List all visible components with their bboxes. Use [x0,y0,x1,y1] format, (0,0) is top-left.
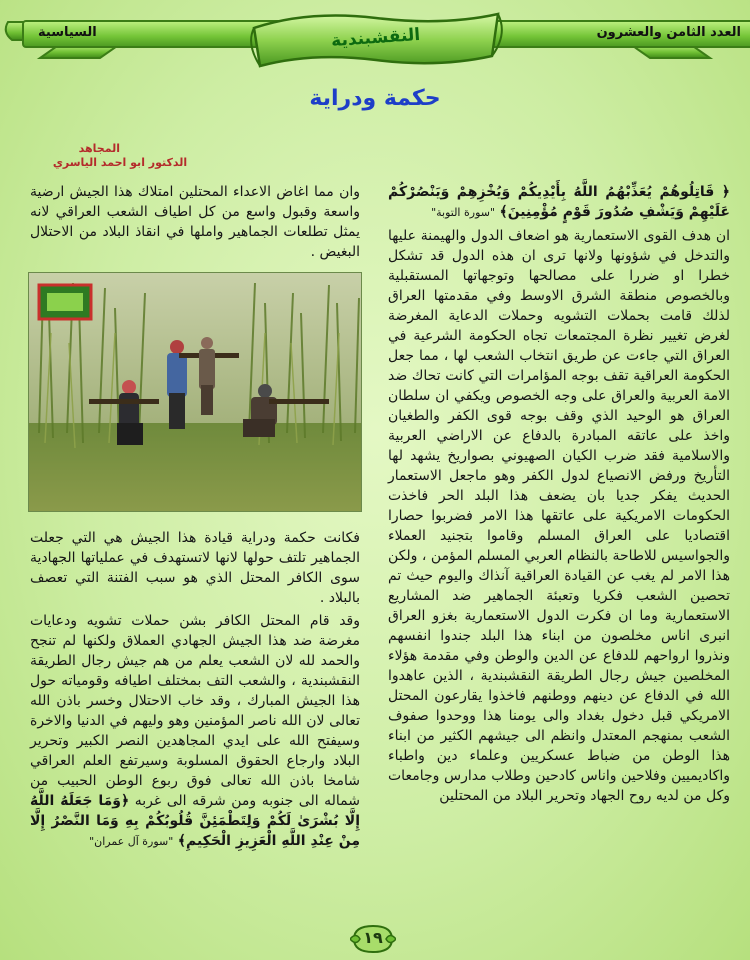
verse-reference: "سورة التوبة" [431,206,496,219]
body-paragraph: وان مما اغاض الاعداء المحتلين امتلاك هذا الجيش ارضية واسعة وقبول واسع من كل اطياف الشعب العراقي لانه يمثل تطلعات الجماهير واملها في انقاذ البلاد من الاحتلال البغيض . [30,184,360,260]
body-paragraph: ان هدف القوى الاستعمارية هو اضعاف الدول والهيمنة عليها والتدخل في شؤونها ولانها ترى ان هذه الدول قد تشكل خطرا او ضررا على مصالحها وتوجهاتها المستقبلية وبالخصوص منطقة الشرق الاوسط وفي مقدمتها العراق لذلك قامت بحملات التشويه وحملات الدعاية المغرضة لغرض تغيير نظرة المجتمعات تجاه الحكومة الشرعية في العراق التي جاءت عن طريق انتخاب الشعب لها ، مما جعل الحكومة العراقية تقف بوجه المؤامرات التي كانت تحاك ضد الامة العربية والعراق على وجه الخصوص ويكفي ان سلطان العراق هو الوحيد الذي وقف بوجه قوى الكفر والطغيان واخذ على عاتقه المبادرة بالدفاع عن الاراضي العربية والاسلامية فقد ضرب الكيان الصهيوني بصواريخ يشهد لها التأريخ ورفض الانصياع لدول الكفر وهو ماجعل الاستعمار الحديث يفكر جديا بان يضعف هذا البلد الحر فاخذت الحكومات الامريكية على عاتقها هذا الامر فضربوا حصارا اقتصاديا على العراق المسلم وقاموا بتجنيد العملاء والجواسيس للاطاحة بالنظام العربي المسلم المؤمن ، ولكن هذا الامر لم يغب عن القيادة العراقية آنذاك واليوم حيث تم تحصين الشعب فكريا وتعبئة الجماهير ضد المشاريع الاستعمارية وما ان فكرت الدول الاستعمارية بغزو العراق انبرى اناس مخلصون من ابناء هذا البلد جندوا انفسهم ونذروا ارواحهم للدفاع عن الدين والوطن وفي مقدمة هؤلاء المخلصين جيش رجال الطريقة النقشبندية ، الذين عاهدوا الله في الدفاع عن دينهم ووطنهم فاخذوا يقارعون المحتل الامريكي قبل دخول بغداد والى يومنا هذا ووحدوا صفوف الشعب بمنهجم المعتدل وانظم الى جيشهم الكثير من ابناء هذا الوطن من ضباط عسكريين وعلماء دين واطباء واكاديميين وفلاحين واناس كادحين وطلاب مدارس وجامعات وكل من لديه روح الجهاد وتحرير البلاد من المحتلين [388,228,730,804]
page-number: ١٩ [363,928,383,947]
author-honorific: المجاهد [78,142,120,155]
quran-verse: ﴿ قَاتِلُوهُمْ يُعَذِّبْهُمُ اللَّهُ بِأَيْدِيكُمْ وَيُخْزِهِمْ وَيَنْصُرْكُمْ عَلَيْهِمْ وَيَشْفِ صُدُورَ قَوْمٍ مُؤْمِنِينَ﴾ [388,184,730,220]
author-name: الدكتور ابو احمد الياسري [52,156,188,169]
header-banner [0,0,750,80]
opening-verse [388,182,730,223]
article-left-intro [30,182,360,272]
quran-verse: ﴿وَمَا جَعَلَهُ اللَّهُ إِلَّا بُشْرَىٰ لَكُمْ وَلِتَطْمَئِنَّ قُلُوبُكُمْ بِهِ وَمَا النَّصْرُ إِلَّا مِنْ عِنْدِ اللَّهِ الْعَزِيزِ الْحَكِيمِ﴾ [30,793,360,849]
body-text: وقد قام المحتل الكافر بشن حملات تشويه ودعايات مغرضة ضد هذا الجيش الجهادي العملاق ولكنها لم تنجح والحمد لله لان الشعب يعلم من هم جيش رجال الطريقة النقشبندية ، والشعب التف بمختلف اطيافه وقومياته حول هذا الجيش المبارك ، وقد خاب الاحتلال وخسر باذن الله تعالى لان الله ناصر المؤمنين وهو وليهم في الدنيا والاخرة وسيفتح الله على ايدي المجاهدين النصر الكبير وتحرير البلاد وارجاع الحقوق المسلوبة وسيرتفع العلم العراقي شامخا باذن الله تعالى فوق ربوع الوطن الحبيب من شماله الى جنوبه ومن شرقه الى غربه [30,613,360,809]
article-right-column [388,182,730,912]
article-left-column [30,528,360,938]
body-paragraph: فكانت حكمة ودراية قيادة هذا الجيش هي التي جعلت الجماهير تلتف حولها لانها لاتستهدف في عملياتها الجهادية سوى الكافر المحتل الذي هو سبب الفتنة التي تعصف بالبلاد . [30,530,360,606]
section-label: السياسية [22,20,294,48]
article-title: حكمة ودراية [309,86,441,111]
verse-reference: "سورة آل عمران" [89,835,174,848]
fighters-in-reeds-image [29,273,361,511]
brand-title: النقشبندية [330,24,421,52]
issue-label: العدد الثامن والعشرون [470,20,750,48]
article-photo [28,272,362,512]
body-paragraph [30,611,360,852]
